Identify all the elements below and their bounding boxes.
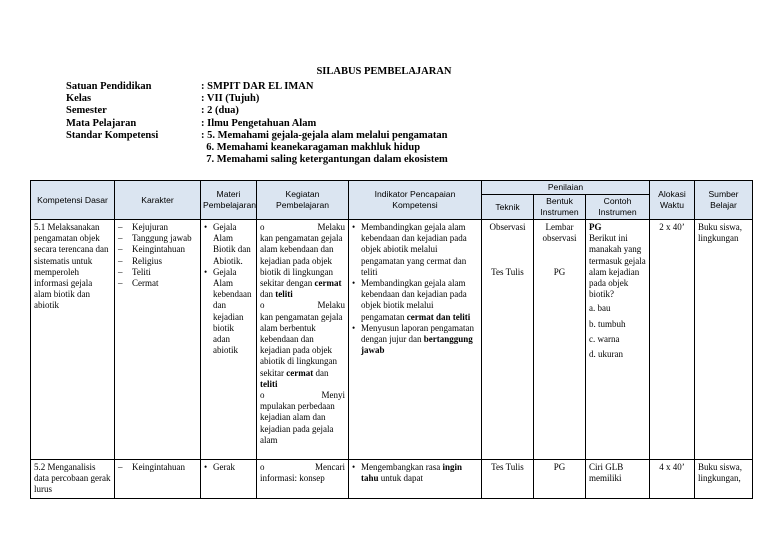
list-item: o Melaku kan pengamatan gejala alam berbentuk kebendaan dan kejadian pada objek abiotik di lingkungan sekitar cermat dan teliti [260,300,345,389]
meta-value: : 2 (dua) [201,105,239,117]
header-materi: Materi Pembelajaran [201,181,257,220]
cell-contoh: PG Berikut ini manakah yang termasuk gejala alam kejadian pada objek biotik? a. bau b. tumbuh c. warna d. ukuran [586,220,650,460]
circle-bullet-icon: o [260,390,265,401]
list-item: – Kejujuran [118,222,197,233]
list-item: o Mencari informasi: konsep [260,462,345,484]
cell-contoh: Ciri GLB memiliki [586,460,650,499]
header-alokasi: Alokasi Waktu [650,181,695,220]
cell-indikator [349,460,482,499]
header-teknik: Teknik [482,195,534,220]
cell-kegiatan [257,220,349,460]
cell-teknik: Tes Tulis [482,460,534,499]
meta-value: : Ilmu Pengetahuan Alam [201,117,317,129]
cell-karakter [115,220,201,460]
list-item: • Gejala Alam kebendaan dan kejadian biotik adan abiotik [204,267,253,357]
list-item: • Membandingkan gejala alam kebendaan dan kejadian pada objek abiotik melalui pengamatan yang cermat dan teliti [352,222,478,278]
meta-key: Satuan Pendidikan [66,81,152,92]
list-item: – Religius [118,256,197,267]
meta-value: : VII (Tujuh) [201,93,260,105]
cell-karakter [115,460,201,499]
cell-indikator [349,220,482,460]
list-item: • Mengembangkan rasa ingin tahu untuk dapat [352,462,478,484]
cell-kompetensi-dasar: 5.1 Melaksanakan pengamatan objek secara terencana dan sistematis untuk memperoleh informasi gejala alam biotik dan abiotik [31,220,115,460]
cell-bentuk: PG [534,460,586,499]
circle-bullet-icon: o [260,462,265,472]
meta-value-cont: 7. Memahami saling ketergantungan dalam ekosistem [206,154,448,166]
header-indikator: Indikator Pencapaian Kompetensi [349,181,482,220]
cell-sumber: Buku siswa, lingkungan, [695,460,753,499]
header-contoh: Contoh Instrumen [586,195,650,220]
header-kompetensi-dasar: Kompetensi Dasar [31,181,115,220]
meta-value-cont: 6. Memahami keanekaragaman makhluk hidup [206,142,421,154]
cell-alokasi: 4 x 40’ [650,460,695,499]
syllabus-table [30,180,753,499]
cell-sumber: Buku siswa, lingkungan [695,220,753,460]
page-title: SILABUS PEMBELAJARAN [316,66,452,77]
list-item: • Menyusun laporan pengamatan dengan jujur dan bertanggung jawab [352,323,478,357]
cell-materi [201,220,257,460]
header-kegiatan: Kegiatan Pembelajaran [257,181,349,220]
list-item: • Membandingkan gejala alam kebendaan dan kejadian pada objek biotik melalui pengamatan cermat dan teliti [352,278,478,323]
meta-key: Kelas [66,93,92,105]
list-item: – Cermat [118,278,197,289]
cell-alokasi: 2 x 40’ [650,220,695,460]
cell-bentuk: Lembar observasi PG [534,220,586,460]
list-item: • Gerak [204,462,253,473]
meta-key: Mata Pelajaran [66,117,137,129]
list-item: – Keingintahuan [118,244,197,255]
meta-value: : 5. Memahami gejala-gejala alam melalui pengamatan [201,129,448,141]
circle-bullet-icon: o [260,300,265,311]
list-item: – Teliti [118,267,197,278]
list-item: o Melaku kan pengamatan gejala alam kebendaan dan kejadian pada objek biotik di lingkungan sekitar dengan cermat dan teliti [260,222,345,300]
meta-value: : SMPIT DAR EL IMAN [201,81,314,92]
list-item: • Gejala Alam Biotik dan Abiotik. [204,222,253,267]
table-row [31,220,753,460]
cell-kompetensi-dasar: 5.2 Menganalisis data percobaan gerak lurus [31,460,115,499]
meta-key: Standar Kompetensi [66,129,159,141]
header-bentuk: Bentuk Instrumen [534,195,586,220]
cell-teknik: Observasi Tes Tulis [482,220,534,460]
table-row [31,460,753,499]
list-item: – Tanggung jawab [118,233,197,244]
header-penilaian: Penilaian [482,181,650,195]
list-item: o Menyi mpulakan perbedaan kejadian alam dan kejadian pada gejala alam [260,390,345,445]
list-item: – Keingintahuan [118,462,197,473]
syllabus-meta [66,81,448,166]
cell-materi [201,460,257,499]
circle-bullet-icon: o [260,222,265,232]
meta-key: Semester [66,105,107,117]
cell-kegiatan [257,460,349,499]
header-karakter: Karakter [115,181,201,220]
header-sumber: Sumber Belajar [695,181,753,220]
